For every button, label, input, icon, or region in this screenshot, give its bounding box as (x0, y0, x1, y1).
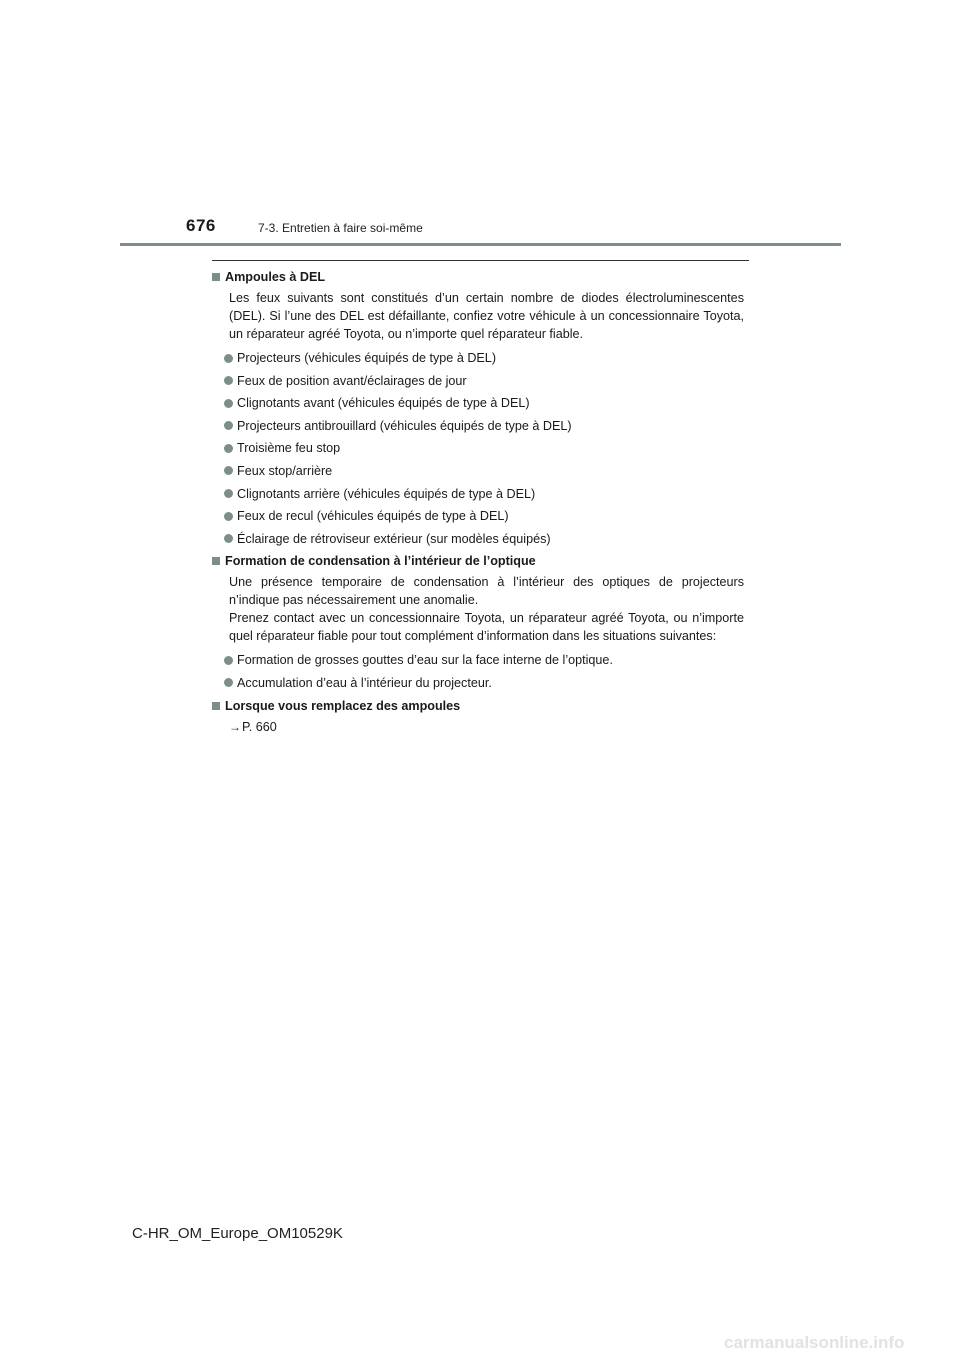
square-bullet-icon (212, 702, 220, 710)
circle-bullet-icon (224, 678, 233, 687)
section-paragraph (229, 289, 744, 343)
square-bullet-icon (212, 557, 220, 565)
circle-bullet-icon (224, 376, 233, 385)
list-item-text: Clignotants arrière (véhicules équipés de type à DEL) (237, 486, 536, 501)
list-item-text: Feux de recul (véhicules équipés de type à DEL) (237, 509, 509, 524)
list-item-text: Projecteurs (véhicules équipés de type à DEL) (237, 351, 497, 365)
list-item-text: Feux stop/arrière (237, 463, 333, 478)
paragraph-text: Une présence temporaire de condensation à l’intérieur des optiques de projecteurs n’indique pas nécessairement une anomalie. (229, 575, 744, 608)
list-item (224, 372, 744, 390)
circle-bullet-icon (224, 534, 233, 543)
section-title: Formation de condensation à l’intérieur de l’optique (225, 554, 536, 569)
list-item (224, 507, 744, 525)
section-heading (212, 697, 744, 715)
circle-bullet-icon (224, 489, 233, 498)
list-item-text: Formation de grosses gouttes d’eau sur la face interne de l’optique. (237, 653, 613, 668)
section-heading (212, 268, 744, 286)
list-item-text: Éclairage de rétroviseur extérieur (sur modèles équipés) (237, 531, 551, 546)
page-reference[interactable] (229, 718, 744, 736)
section-title: Ampoules à DEL (225, 270, 326, 284)
list-item-text: Accumulation d’eau à l’intérieur du projecteur. (237, 675, 492, 690)
square-bullet-icon (212, 273, 220, 281)
circle-bullet-icon (224, 399, 233, 408)
list-item-text: Feux de position avant/éclairages de jour (237, 373, 467, 388)
list-item (224, 439, 744, 457)
list-item-text: Clignotants avant (véhicules équipés de type à DEL) (237, 396, 530, 411)
arrow-right-icon: → (229, 719, 241, 734)
list-item (224, 674, 744, 692)
section-heading (212, 552, 744, 570)
section-paragraph (229, 573, 744, 645)
watermark: carmanualsonline.info (724, 1333, 905, 1352)
page-number: 676 (186, 216, 216, 235)
main-content (212, 268, 744, 736)
list-item (224, 530, 744, 548)
circle-bullet-icon (224, 512, 233, 521)
list-item (224, 349, 744, 367)
list-item (224, 417, 744, 435)
list-item (224, 394, 744, 412)
list-item (224, 462, 744, 480)
paragraph-text: Prenez contact avec un concessionnaire Toyota, un réparateur agréé Toyota, ou n’importe quel réparateur fiable pour tout complément d’information dans les situations suivantes: (229, 611, 744, 644)
list-item (224, 651, 744, 669)
section-title: Lorsque vous remplacez des ampoules (225, 698, 461, 713)
list-item-text: Troisième feu stop (237, 441, 341, 456)
circle-bullet-icon (224, 466, 233, 475)
circle-bullet-icon (224, 354, 233, 363)
list-item (224, 485, 744, 503)
circle-bullet-icon (224, 444, 233, 453)
section-divider (212, 260, 749, 261)
paragraph-text: Les feux suivants sont constitués d’un certain nombre de diodes électroluminescentes (DEL). Si l’une des DEL est défaillante, confiez votre véhicule à un concessionnaire Toyota, un réparateur agréé Toyota, ou n’importe quel réparateur fiable. (229, 291, 744, 341)
document-code: C-HR_OM_Europe_OM10529K (132, 1225, 343, 1242)
circle-bullet-icon (224, 421, 233, 430)
circle-bullet-icon (224, 656, 233, 665)
chapter-title: 7-3. Entretien à faire soi-même (258, 221, 423, 235)
list-item-text: Projecteurs antibrouillard (véhicules équipés de type à DEL) (237, 418, 572, 433)
header-divider (120, 243, 841, 246)
page-reference-text: P. 660 (242, 719, 277, 734)
